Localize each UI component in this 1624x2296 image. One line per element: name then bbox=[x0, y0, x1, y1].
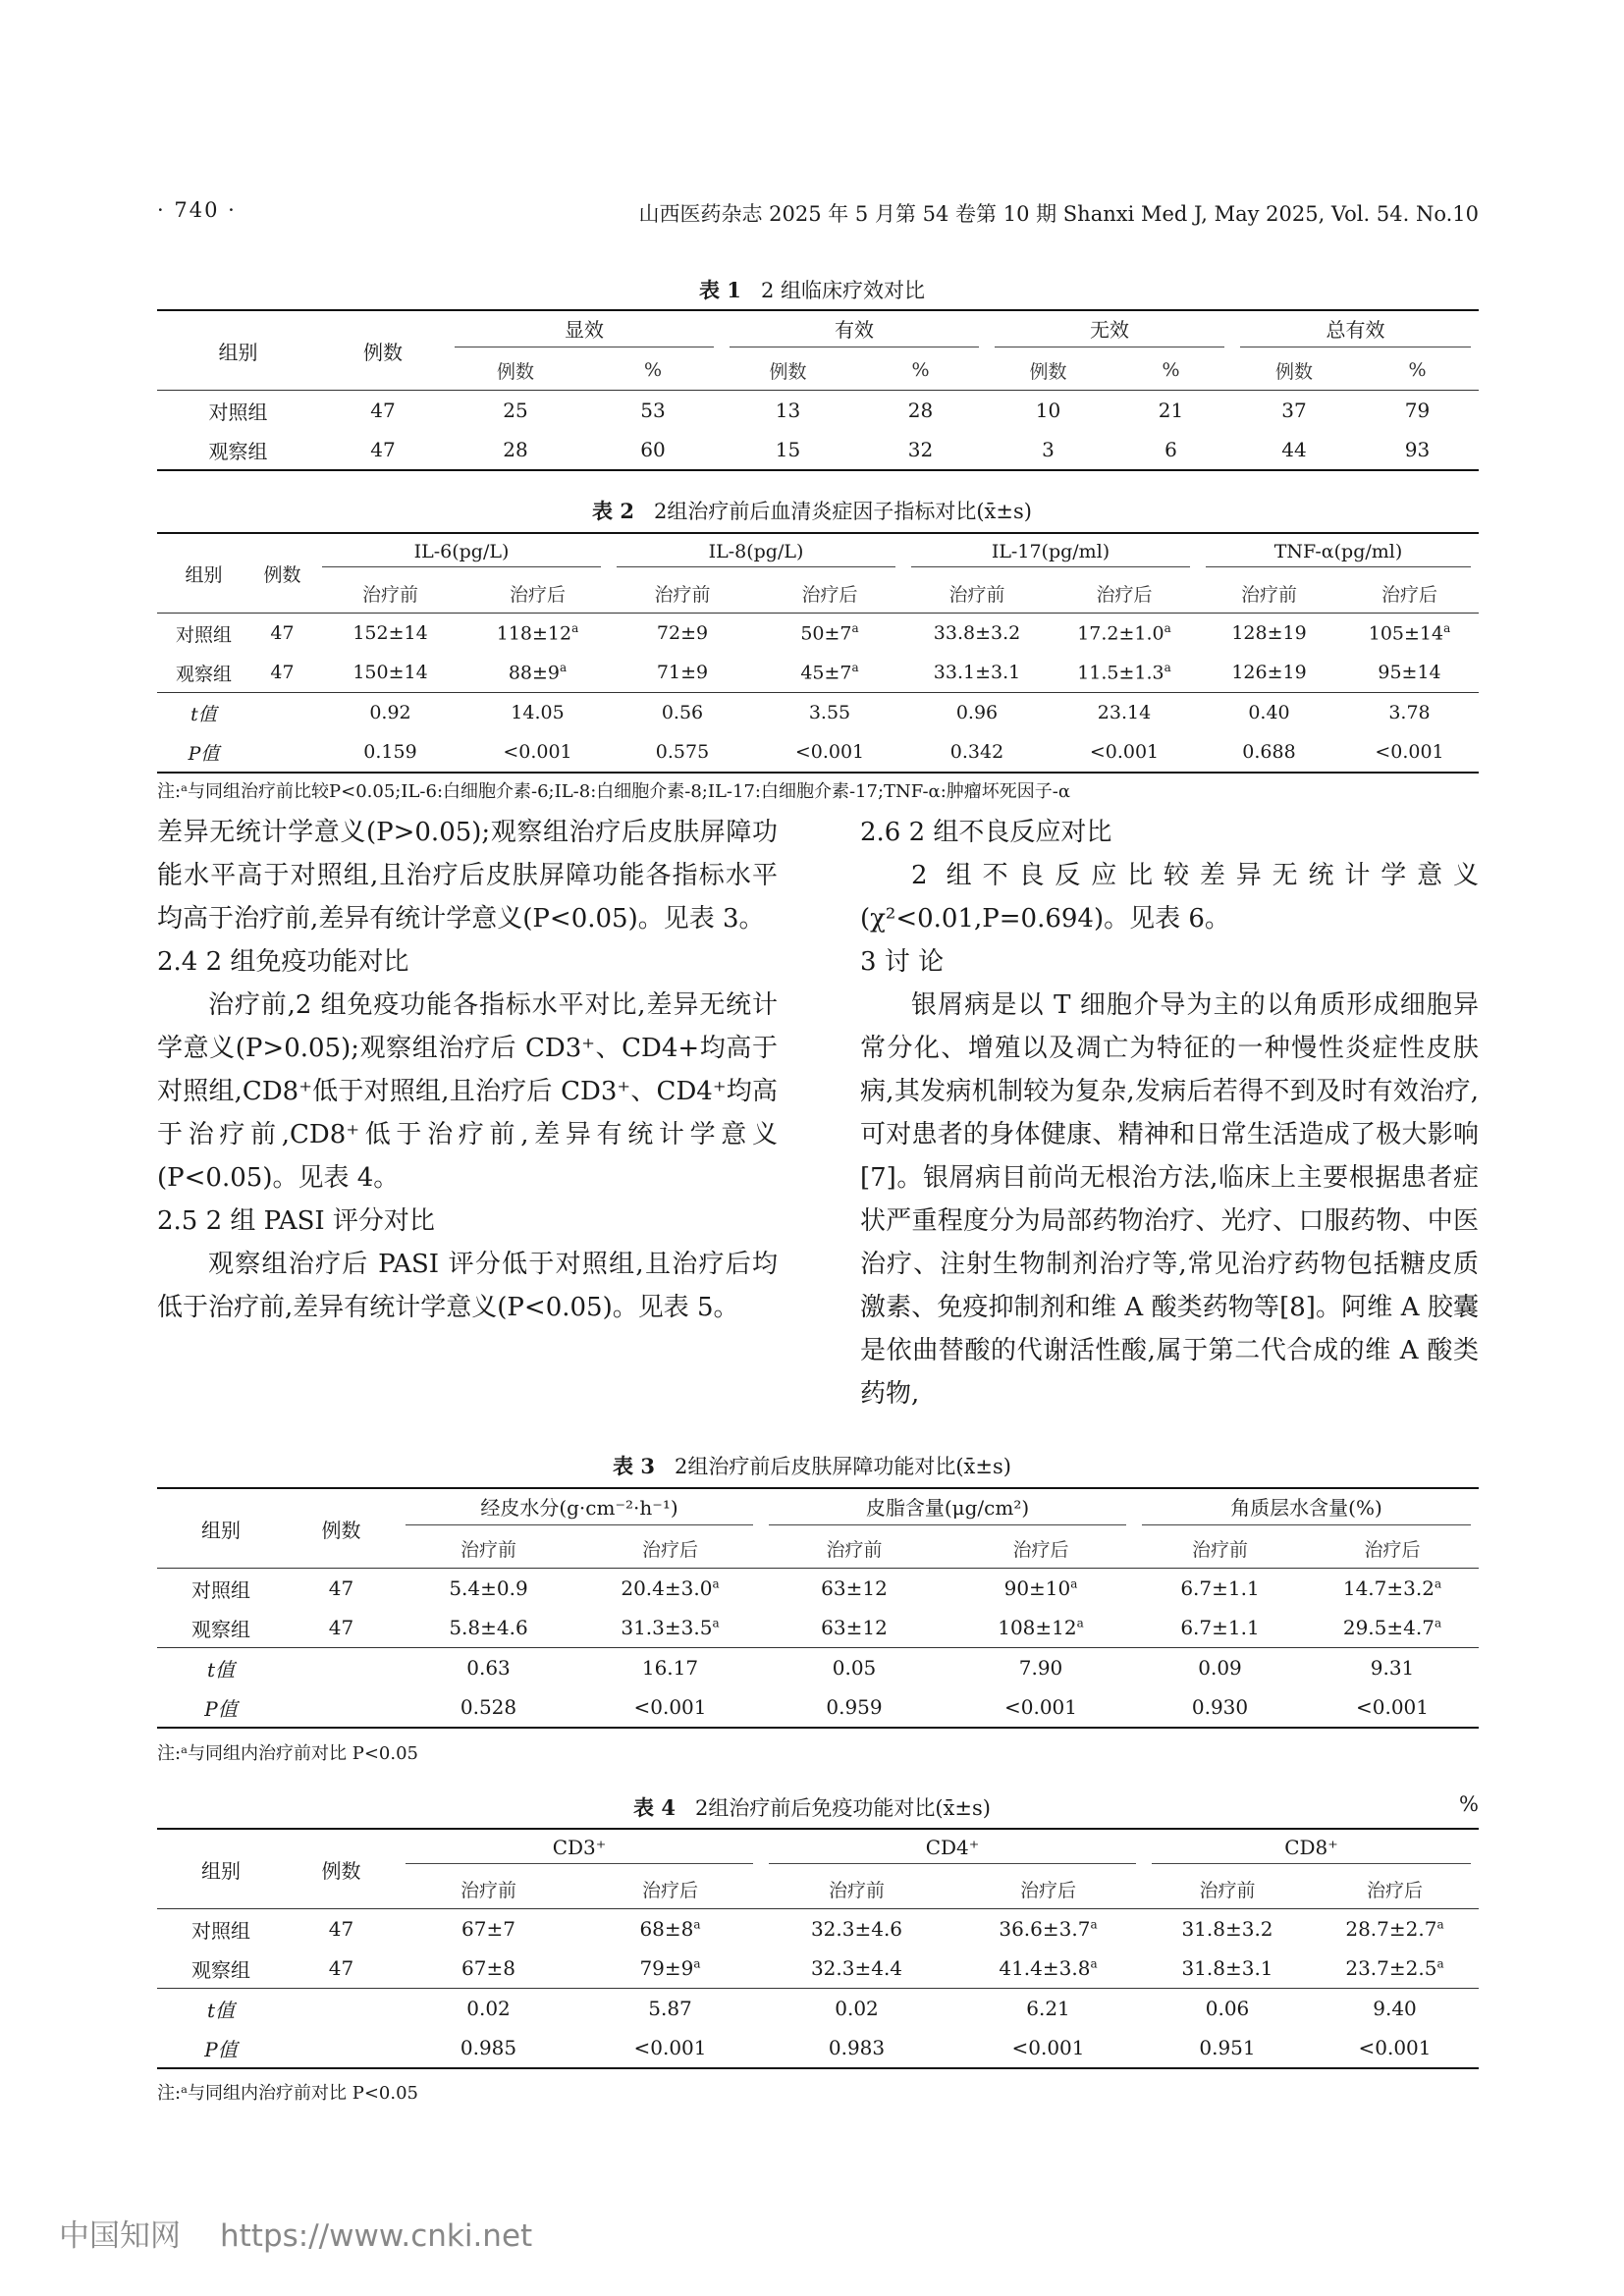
cell: 15 bbox=[722, 430, 854, 470]
cell: 47 bbox=[250, 614, 314, 654]
table2-header-n: 例数 bbox=[250, 533, 314, 614]
cell: 128±19 bbox=[1198, 614, 1340, 654]
cell: 14.05 bbox=[466, 693, 609, 733]
superscript: a bbox=[560, 661, 568, 675]
table2-subheader: 治疗后 bbox=[1380, 583, 1437, 606]
table-row bbox=[157, 1608, 1479, 1648]
table1-subheader: % bbox=[1162, 359, 1180, 381]
cell: 6.7±1.1 bbox=[1180, 1616, 1260, 1639]
table2-number: 表 2 bbox=[592, 499, 634, 523]
table3-title bbox=[0, 1451, 1624, 1480]
cell-value: 23.7±2.5 bbox=[1345, 1956, 1437, 1980]
cell: P值 bbox=[157, 732, 250, 773]
cell: 0.985 bbox=[398, 2028, 579, 2068]
cell bbox=[756, 614, 903, 654]
cell: <0.001 bbox=[579, 1687, 761, 1728]
cell: 0.983 bbox=[761, 2028, 952, 2068]
cell: 6.7±1.1 bbox=[1134, 1569, 1306, 1609]
superscript: a bbox=[1076, 1616, 1084, 1630]
table2-caption: 2组治疗前后血清炎症因子指标对比(x̄±s) bbox=[654, 500, 1032, 523]
cell: 60 bbox=[584, 430, 722, 470]
cell: 0.528 bbox=[398, 1687, 579, 1728]
cell-value: 41.4±3.8 bbox=[999, 1956, 1091, 1980]
table1-number: 表 1 bbox=[698, 278, 741, 302]
cell: 7.90 bbox=[947, 1648, 1134, 1688]
cell: 3.55 bbox=[756, 693, 903, 733]
cell: 47 bbox=[285, 1909, 398, 1949]
table1 bbox=[157, 309, 1479, 471]
cell: <0.001 bbox=[1306, 1687, 1479, 1728]
superscript: a bbox=[1434, 1616, 1442, 1630]
cell bbox=[1311, 1949, 1479, 1989]
table-row bbox=[157, 1949, 1479, 1989]
cell: 63±12 bbox=[761, 1569, 947, 1609]
cell: 0.92 bbox=[314, 693, 466, 733]
table4-unit: % bbox=[1459, 1792, 1479, 1816]
table3-header-stratum: 角质层水含量(%) bbox=[1142, 1492, 1471, 1525]
table1-subheader: 例数 bbox=[769, 360, 807, 383]
cell-value: 79±9 bbox=[639, 1956, 694, 1980]
table4-header-cd3: CD3⁺ bbox=[406, 1836, 753, 1864]
cell: 对照组 bbox=[157, 391, 319, 431]
section-heading-2-4: 2.4 2 组免疫功能对比 bbox=[157, 947, 409, 977]
cell: 5.4±0.9 bbox=[398, 1569, 579, 1609]
cell: 0.63 bbox=[398, 1648, 579, 1688]
table3-header-tewl: 经皮水分(g·cm⁻²·h⁻¹) bbox=[406, 1492, 753, 1525]
table3-number: 表 3 bbox=[613, 1454, 655, 1478]
table1-title bbox=[0, 275, 1624, 304]
cell: 3 bbox=[987, 430, 1110, 470]
cell: <0.001 bbox=[1340, 732, 1479, 773]
cell-value: 14.7±3.2 bbox=[1342, 1576, 1435, 1600]
table2-subheader: 治疗前 bbox=[654, 583, 711, 606]
table3-subheader: 治疗后 bbox=[1012, 1538, 1069, 1561]
cell bbox=[952, 1949, 1144, 1989]
page-number: · 740 · bbox=[157, 198, 237, 222]
table2-title bbox=[0, 496, 1624, 525]
cell: 6 bbox=[1110, 430, 1232, 470]
cell-value: 29.5±4.7 bbox=[1342, 1616, 1435, 1639]
cell: 观察组 bbox=[157, 430, 319, 470]
table2-header-tnf: TNF-α(pg/ml) bbox=[1206, 541, 1471, 567]
table-row bbox=[157, 1989, 1479, 2029]
cell bbox=[1306, 1569, 1479, 1609]
cell: 5.87 bbox=[579, 1989, 761, 2029]
cell bbox=[579, 1909, 761, 1949]
watermark-brand: 中国知网 bbox=[59, 2218, 181, 2254]
cell bbox=[1306, 1608, 1479, 1648]
table1-subheader: 例数 bbox=[496, 360, 534, 383]
cell: 33.8±3.2 bbox=[903, 614, 1051, 654]
cell bbox=[285, 1989, 398, 2029]
table4-subheader: 治疗后 bbox=[641, 1879, 698, 1901]
cell: 13 bbox=[722, 391, 854, 431]
table4-caption: 2组治疗前后免疫功能对比(x̄±s) bbox=[695, 1796, 991, 1820]
cell: 0.951 bbox=[1144, 2028, 1311, 2068]
cell: 47 bbox=[319, 391, 447, 431]
cell bbox=[947, 1608, 1134, 1648]
cell: 31.8±3.1 bbox=[1181, 1956, 1273, 1980]
superscript: a bbox=[851, 621, 859, 636]
table-row bbox=[157, 391, 1479, 431]
cell: 对照组 bbox=[157, 614, 250, 654]
right-column bbox=[860, 811, 1479, 1415]
cell: 44 bbox=[1232, 430, 1356, 470]
table2-subheader: 治疗后 bbox=[801, 583, 858, 606]
section-heading-3: 3 讨 论 bbox=[860, 947, 945, 977]
cell: <0.001 bbox=[466, 732, 609, 773]
cell: 0.56 bbox=[609, 693, 756, 733]
superscript: a bbox=[1164, 621, 1171, 636]
table3-subheader: 治疗前 bbox=[826, 1538, 883, 1561]
superscript: a bbox=[712, 1576, 720, 1591]
table4-subheader: 治疗前 bbox=[1199, 1879, 1256, 1901]
cell: P值 bbox=[157, 1687, 285, 1728]
table1-subheader: % bbox=[1408, 359, 1427, 381]
cell: 0.05 bbox=[761, 1648, 947, 1688]
cell: 95±14 bbox=[1378, 662, 1441, 683]
table-row bbox=[157, 2028, 1479, 2068]
cell bbox=[1051, 653, 1198, 693]
cell-value: 108±12 bbox=[998, 1616, 1077, 1639]
cell-value: 118±12 bbox=[496, 622, 572, 645]
cell bbox=[756, 653, 903, 693]
cell: 对照组 bbox=[157, 1909, 285, 1949]
cell: <0.001 bbox=[952, 2028, 1144, 2068]
cell: 53 bbox=[584, 391, 722, 431]
cell: 0.342 bbox=[903, 732, 1051, 773]
cell: 47 bbox=[319, 430, 447, 470]
cell: 47 bbox=[328, 1956, 354, 1980]
superscript: a bbox=[1443, 621, 1451, 636]
table1-subheader: 例数 bbox=[1274, 360, 1313, 383]
cell: <0.001 bbox=[1051, 732, 1198, 773]
cell: 9.31 bbox=[1306, 1648, 1479, 1688]
table-row bbox=[157, 1909, 1479, 1949]
cell: 28 bbox=[854, 391, 987, 431]
table2-header-il17: IL-17(pg/ml) bbox=[911, 541, 1190, 567]
cell-value: 88±9 bbox=[508, 662, 561, 684]
cell-value: 45±7 bbox=[800, 662, 852, 684]
cell: 32.3±4.6 bbox=[761, 1909, 952, 1949]
table1-subheader: % bbox=[643, 359, 663, 381]
cell bbox=[250, 732, 314, 773]
table4-header-cd8: CD8⁺ bbox=[1152, 1836, 1471, 1864]
cell-value: 11.5±1.3 bbox=[1077, 662, 1164, 684]
table2-subheader: 治疗前 bbox=[948, 583, 1005, 606]
cell: <0.001 bbox=[947, 1687, 1134, 1728]
left-column bbox=[157, 811, 778, 1329]
table1-subheader: 例数 bbox=[1029, 360, 1067, 383]
paragraph: 观察组治疗后 PASI 评分低于对照组,且治疗后均低于治疗前,差异有统计学意义(P<0.05)。见表 5。 bbox=[157, 1250, 778, 1322]
section-heading-2-5: 2.5 2 组 PASI 评分对比 bbox=[157, 1206, 435, 1236]
section-heading-2-6: 2.6 2 组不良反应对比 bbox=[860, 818, 1112, 847]
cell: 32.3±4.4 bbox=[810, 1956, 903, 1980]
table1-header-cat: 无效 bbox=[995, 314, 1224, 347]
cell: 37 bbox=[1232, 391, 1356, 431]
cell: 21 bbox=[1110, 391, 1232, 431]
table-row bbox=[157, 1569, 1479, 1609]
table4-title bbox=[0, 1792, 1624, 1822]
table4-subheader: 治疗后 bbox=[1366, 1879, 1423, 1901]
table2-header-il6: IL-6(pg/L) bbox=[322, 541, 601, 567]
journal-header: 山西医药杂志 2025 年 5 月第 54 卷第 10 期 Shanxi Med J, May 2025, Vol. 54. No.10 bbox=[638, 202, 1479, 226]
table4-note: 注:ᵃ与同组内治疗前对比 P<0.05 bbox=[157, 2083, 418, 2104]
cell bbox=[1311, 1909, 1479, 1949]
superscript: a bbox=[1436, 1956, 1444, 1971]
superscript: a bbox=[1434, 1576, 1442, 1591]
table-row bbox=[157, 1687, 1479, 1728]
table4 bbox=[157, 1828, 1479, 2069]
cell bbox=[285, 1687, 398, 1728]
table3-caption: 2组治疗前后皮肤屏障功能对比(x̄±s) bbox=[675, 1455, 1011, 1478]
cell: 47 bbox=[270, 662, 295, 683]
cell: 28 bbox=[447, 430, 584, 470]
cell: 观察组 bbox=[175, 663, 232, 685]
cell: 23.14 bbox=[1051, 693, 1198, 733]
cell: <0.001 bbox=[756, 732, 903, 773]
table4-subheader: 治疗前 bbox=[828, 1879, 885, 1901]
table2-subheader: 治疗前 bbox=[361, 583, 418, 606]
watermark bbox=[59, 2211, 571, 2255]
superscript: a bbox=[693, 1956, 701, 1971]
cell: 63±12 bbox=[821, 1616, 888, 1639]
table4-header-group: 组别 bbox=[157, 1829, 285, 1909]
cell: 16.17 bbox=[579, 1648, 761, 1688]
table1-header-n: 例数 bbox=[319, 310, 447, 391]
table3-note: 注:ᵃ与同组内治疗前对比 P<0.05 bbox=[157, 1743, 418, 1764]
table2 bbox=[157, 532, 1479, 774]
cell: 0.09 bbox=[1134, 1648, 1306, 1688]
cell: 0.688 bbox=[1198, 732, 1340, 773]
table3-header-sebum: 皮脂含量(μg/cm²) bbox=[769, 1492, 1126, 1525]
table3-header-n: 例数 bbox=[285, 1488, 398, 1569]
cell: 观察组 bbox=[191, 1617, 250, 1641]
table-row bbox=[157, 1648, 1479, 1688]
cell: 0.159 bbox=[314, 732, 466, 773]
superscript: a bbox=[1436, 1917, 1444, 1932]
paragraph: 银屑病是以 T 细胞介导为主的以角质形成细胞异常分化、增殖以及凋亡为特征的一种慢性炎症性皮肤病,其发病机制较为复杂,发病后若得不到及时有效治疗,可对患者的身体健康、精神和日常生活造成了极大影响[7]。银屑病目前尚无根治方法,临床上主要根据患者症状严重程度分为局部药物治疗、光疗、口服药物、中医治疗、注射生物制剂治疗等,常见治疗药物包括糖皮质激素、免疫抑制剂和维 A 酸类药物等[8]。阿维 A 胶囊是依曲替酸的代谢活性酸,属于第二代合成的维 A 酸类药物, bbox=[860, 990, 1479, 1409]
superscript: a bbox=[693, 1917, 701, 1932]
cell-value: 17.2±1.0 bbox=[1077, 622, 1164, 645]
table1-header-cat: 总有效 bbox=[1240, 314, 1471, 347]
superscript: a bbox=[571, 621, 579, 636]
cell-value: 28.7±2.7 bbox=[1345, 1917, 1437, 1941]
cell bbox=[466, 653, 609, 693]
cell: 93 bbox=[1356, 430, 1479, 470]
cell bbox=[1340, 614, 1479, 654]
cell: 67±7 bbox=[398, 1909, 579, 1949]
cell bbox=[1051, 614, 1198, 654]
table3 bbox=[157, 1487, 1479, 1729]
table-row bbox=[157, 732, 1479, 773]
cell-value: 20.4±3.0 bbox=[621, 1576, 713, 1600]
cell: 10 bbox=[987, 391, 1110, 431]
cell: 31.8±3.2 bbox=[1144, 1909, 1311, 1949]
cell bbox=[947, 1569, 1134, 1609]
table3-subheader: 治疗后 bbox=[1364, 1538, 1421, 1561]
cell: 观察组 bbox=[191, 1957, 250, 1982]
superscript: a bbox=[1090, 1956, 1098, 1971]
cell: 0.02 bbox=[398, 1989, 579, 2029]
cell-value: 90±10 bbox=[1003, 1576, 1071, 1600]
paragraph: 治疗前,2 组免疫功能各指标水平对比,差异无统计学意义(P>0.05);观察组治疗后 CD3⁺、CD4+均高于对照组,CD8⁺低于对照组,且治疗后 CD3⁺、CD4⁺均高于治疗前,CD8⁺低于治疗前,差异有统计学意义(P<0.05)。见表 4。 bbox=[157, 990, 778, 1193]
cell: 0.02 bbox=[761, 1989, 952, 2029]
superscript: a bbox=[1070, 1576, 1078, 1591]
cell: 0.40 bbox=[1198, 693, 1340, 733]
cell: 0.959 bbox=[761, 1687, 947, 1728]
table2-subheader: 治疗后 bbox=[509, 583, 566, 606]
paragraph: 2 组不良反应比较差异无统计学意义(χ²<0.01,P=0.694)。见表 6。 bbox=[860, 861, 1479, 934]
table3-subheader: 治疗后 bbox=[641, 1538, 698, 1561]
superscript: a bbox=[851, 661, 859, 675]
cell bbox=[250, 693, 314, 733]
table2-subheader: 治疗前 bbox=[1240, 583, 1297, 606]
table-row bbox=[157, 693, 1479, 733]
cell bbox=[285, 2028, 398, 2068]
cell: 67±8 bbox=[461, 1956, 515, 1980]
cell bbox=[285, 1648, 398, 1688]
table1-header-group: 组别 bbox=[157, 310, 319, 391]
cell bbox=[579, 1949, 761, 1989]
table2-subheader: 治疗后 bbox=[1096, 583, 1153, 606]
cell: P值 bbox=[157, 2028, 285, 2068]
cell: t值 bbox=[157, 693, 250, 733]
cell-value: 31.3±3.5 bbox=[621, 1616, 713, 1639]
cell: 32 bbox=[854, 430, 987, 470]
cell: 33.1±3.1 bbox=[933, 662, 1021, 683]
cell: 71±9 bbox=[656, 662, 709, 683]
table1-caption: 2 组临床疗效对比 bbox=[760, 279, 925, 302]
cell bbox=[466, 614, 609, 654]
cell: 150±14 bbox=[352, 662, 428, 683]
table4-header-n: 例数 bbox=[285, 1829, 398, 1909]
cell: 6.21 bbox=[952, 1989, 1144, 2029]
cell: <0.001 bbox=[579, 2028, 761, 2068]
cell-value: 36.6±3.7 bbox=[999, 1917, 1091, 1941]
cell bbox=[952, 1909, 1144, 1949]
superscript: a bbox=[1164, 661, 1171, 675]
paragraph: 差异无统计学意义(P>0.05);观察组治疗后皮肤屏障功能水平高于对照组,且治疗后皮肤屏障功能各指标水平均高于治疗前,差异有统计学意义(P<0.05)。见表 3。 bbox=[157, 818, 778, 934]
table2-note: 注:ᵃ与同组治疗前比较P<0.05;IL-6:白细胞介素-6;IL-8:白细胞介素-8;IL-17:白细胞介素-17;TNF-α:肿瘤坏死因子-α bbox=[157, 781, 1071, 802]
cell: 3.78 bbox=[1340, 693, 1479, 733]
cell: 47 bbox=[328, 1616, 354, 1639]
table-row bbox=[157, 614, 1479, 654]
superscript: a bbox=[712, 1616, 720, 1630]
table3-subheader: 治疗前 bbox=[1191, 1538, 1248, 1561]
cell: <0.001 bbox=[1311, 2028, 1479, 2068]
table1-subheader: % bbox=[911, 359, 930, 381]
table2-header-group: 组别 bbox=[157, 533, 250, 614]
cell: 9.40 bbox=[1311, 1989, 1479, 2029]
table-row bbox=[157, 430, 1479, 470]
cell: 25 bbox=[447, 391, 584, 431]
cell: 152±14 bbox=[314, 614, 466, 654]
table4-header-cd4: CD4⁺ bbox=[769, 1836, 1136, 1864]
table4-subheader: 治疗后 bbox=[1019, 1879, 1076, 1901]
table3-subheader: 治疗前 bbox=[460, 1538, 516, 1561]
cell: 0.96 bbox=[903, 693, 1051, 733]
cell: t值 bbox=[157, 1648, 285, 1688]
table4-number: 表 4 bbox=[633, 1795, 676, 1820]
table1-header-cat: 有效 bbox=[730, 314, 979, 347]
watermark-url: https://www.cnki.net bbox=[220, 2218, 533, 2254]
cell: 0.06 bbox=[1144, 1989, 1311, 2029]
cell: t值 bbox=[157, 1989, 285, 2029]
cell bbox=[579, 1608, 761, 1648]
cell: 47 bbox=[285, 1569, 398, 1609]
table4-subheader: 治疗前 bbox=[460, 1879, 516, 1901]
cell-value: 68±8 bbox=[639, 1917, 694, 1941]
cell: 5.8±4.6 bbox=[449, 1616, 528, 1639]
table3-header-group: 组别 bbox=[157, 1488, 285, 1569]
cell: 0.575 bbox=[609, 732, 756, 773]
cell: 126±19 bbox=[1231, 662, 1307, 683]
cell: 对照组 bbox=[157, 1569, 285, 1609]
cell-value: 105±14 bbox=[1368, 622, 1444, 645]
cell: 72±9 bbox=[609, 614, 756, 654]
cell: 79 bbox=[1356, 391, 1479, 431]
table2-header-il8: IL-8(pg/L) bbox=[617, 541, 895, 567]
cell: 0.930 bbox=[1134, 1687, 1306, 1728]
table-row bbox=[157, 653, 1479, 693]
cell bbox=[579, 1569, 761, 1609]
superscript: a bbox=[1090, 1917, 1098, 1932]
table1-header-cat: 显效 bbox=[455, 314, 714, 347]
cell-value: 50±7 bbox=[800, 622, 852, 645]
